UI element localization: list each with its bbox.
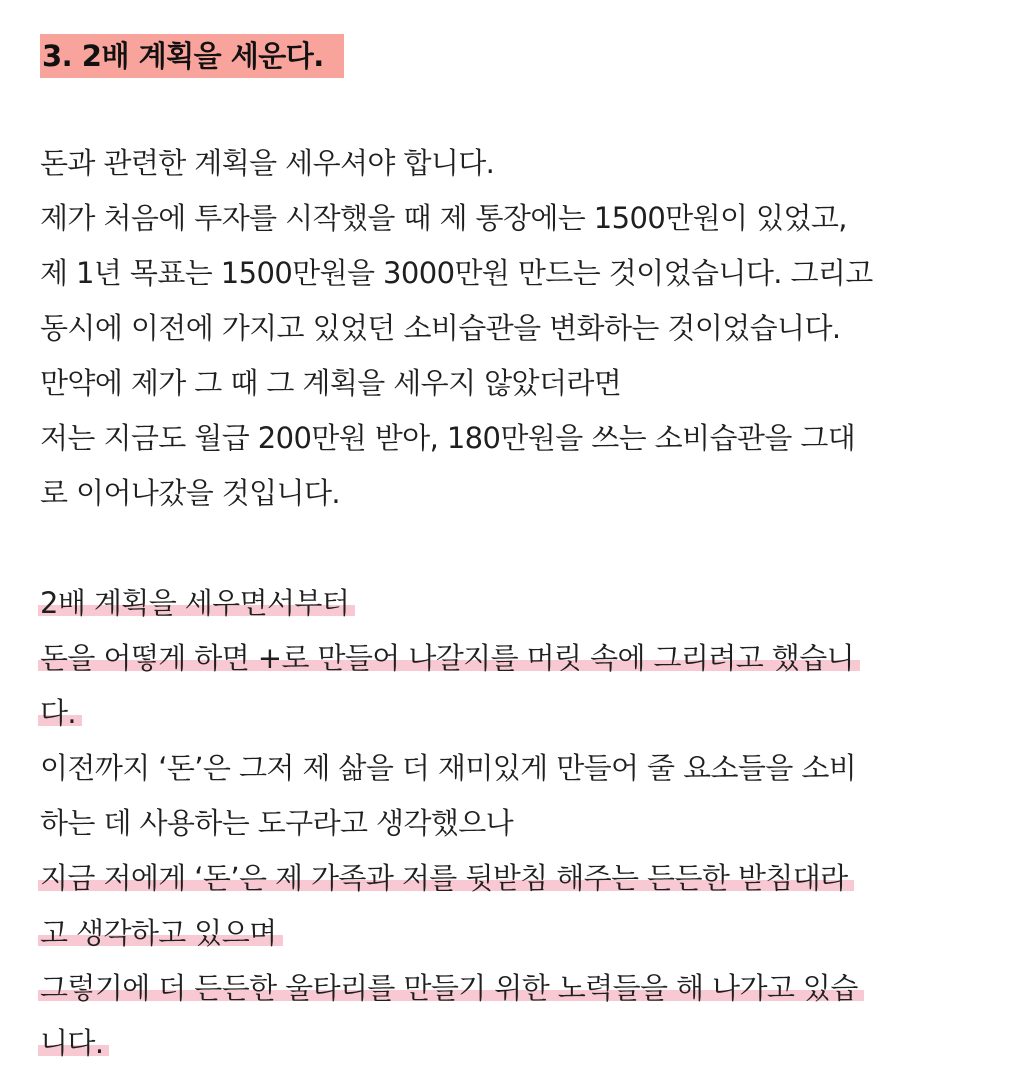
document-body — [40, 136, 1000, 1071]
document-page — [40, 34, 1000, 1071]
text-line: 하는 데 사용하는 도구라고 생각했으나 — [40, 806, 514, 840]
highlighted-line: 니다. — [40, 1016, 1000, 1071]
text-line: 제 1년 목표는 1500만원을 3000만원 만드는 것이었습니다. 그리고 — [40, 256, 873, 290]
text-line: 돈과 관련한 계획을 세우셔야 합니다. — [40, 146, 495, 180]
text-line: 동시에 이전에 가지고 있었던 소비습관을 변화하는 것이었습니다. — [40, 311, 841, 345]
text-line: 만약에 제가 그 때 그 계획을 세우지 않았더라면 — [40, 366, 622, 400]
text-line: 제가 처음에 투자를 시작했을 때 제 통장에는 1500만원이 있었고, — [40, 201, 847, 235]
highlighted-line: 다. — [40, 686, 1000, 741]
highlighted-line: 그렇기에 더 든든한 울타리를 만들기 위한 노력들을 해 나가고 있습 — [40, 961, 1000, 1016]
highlighted-line: 지금 저에게 ‘돈’은 제 가족과 저를 뒷받침 해주는 든든한 받침대라 — [40, 851, 1000, 906]
text-line: 로 이어나갔을 것입니다. — [40, 476, 340, 510]
highlighted-line: 고 생각하고 있으며 — [40, 906, 1000, 961]
text-line: 저는 지금도 월급 200만원 받아, 180만원을 쓰는 소비습관을 그대 — [40, 421, 856, 455]
highlighted-line: 2배 계획을 세우면서부터 — [40, 576, 1000, 631]
highlighted-line: 돈을 어떻게 하면 +로 만들어 나갈지를 머릿 속에 그리려고 했습니 — [40, 631, 1000, 686]
section-heading: 3. 2배 계획을 세운다. — [40, 34, 344, 78]
text-line: 이전까지 ‘돈’은 그저 제 삶을 더 재미있게 만들어 줄 요소들을 소비 — [40, 751, 857, 785]
paragraph-spacer — [40, 521, 1000, 576]
